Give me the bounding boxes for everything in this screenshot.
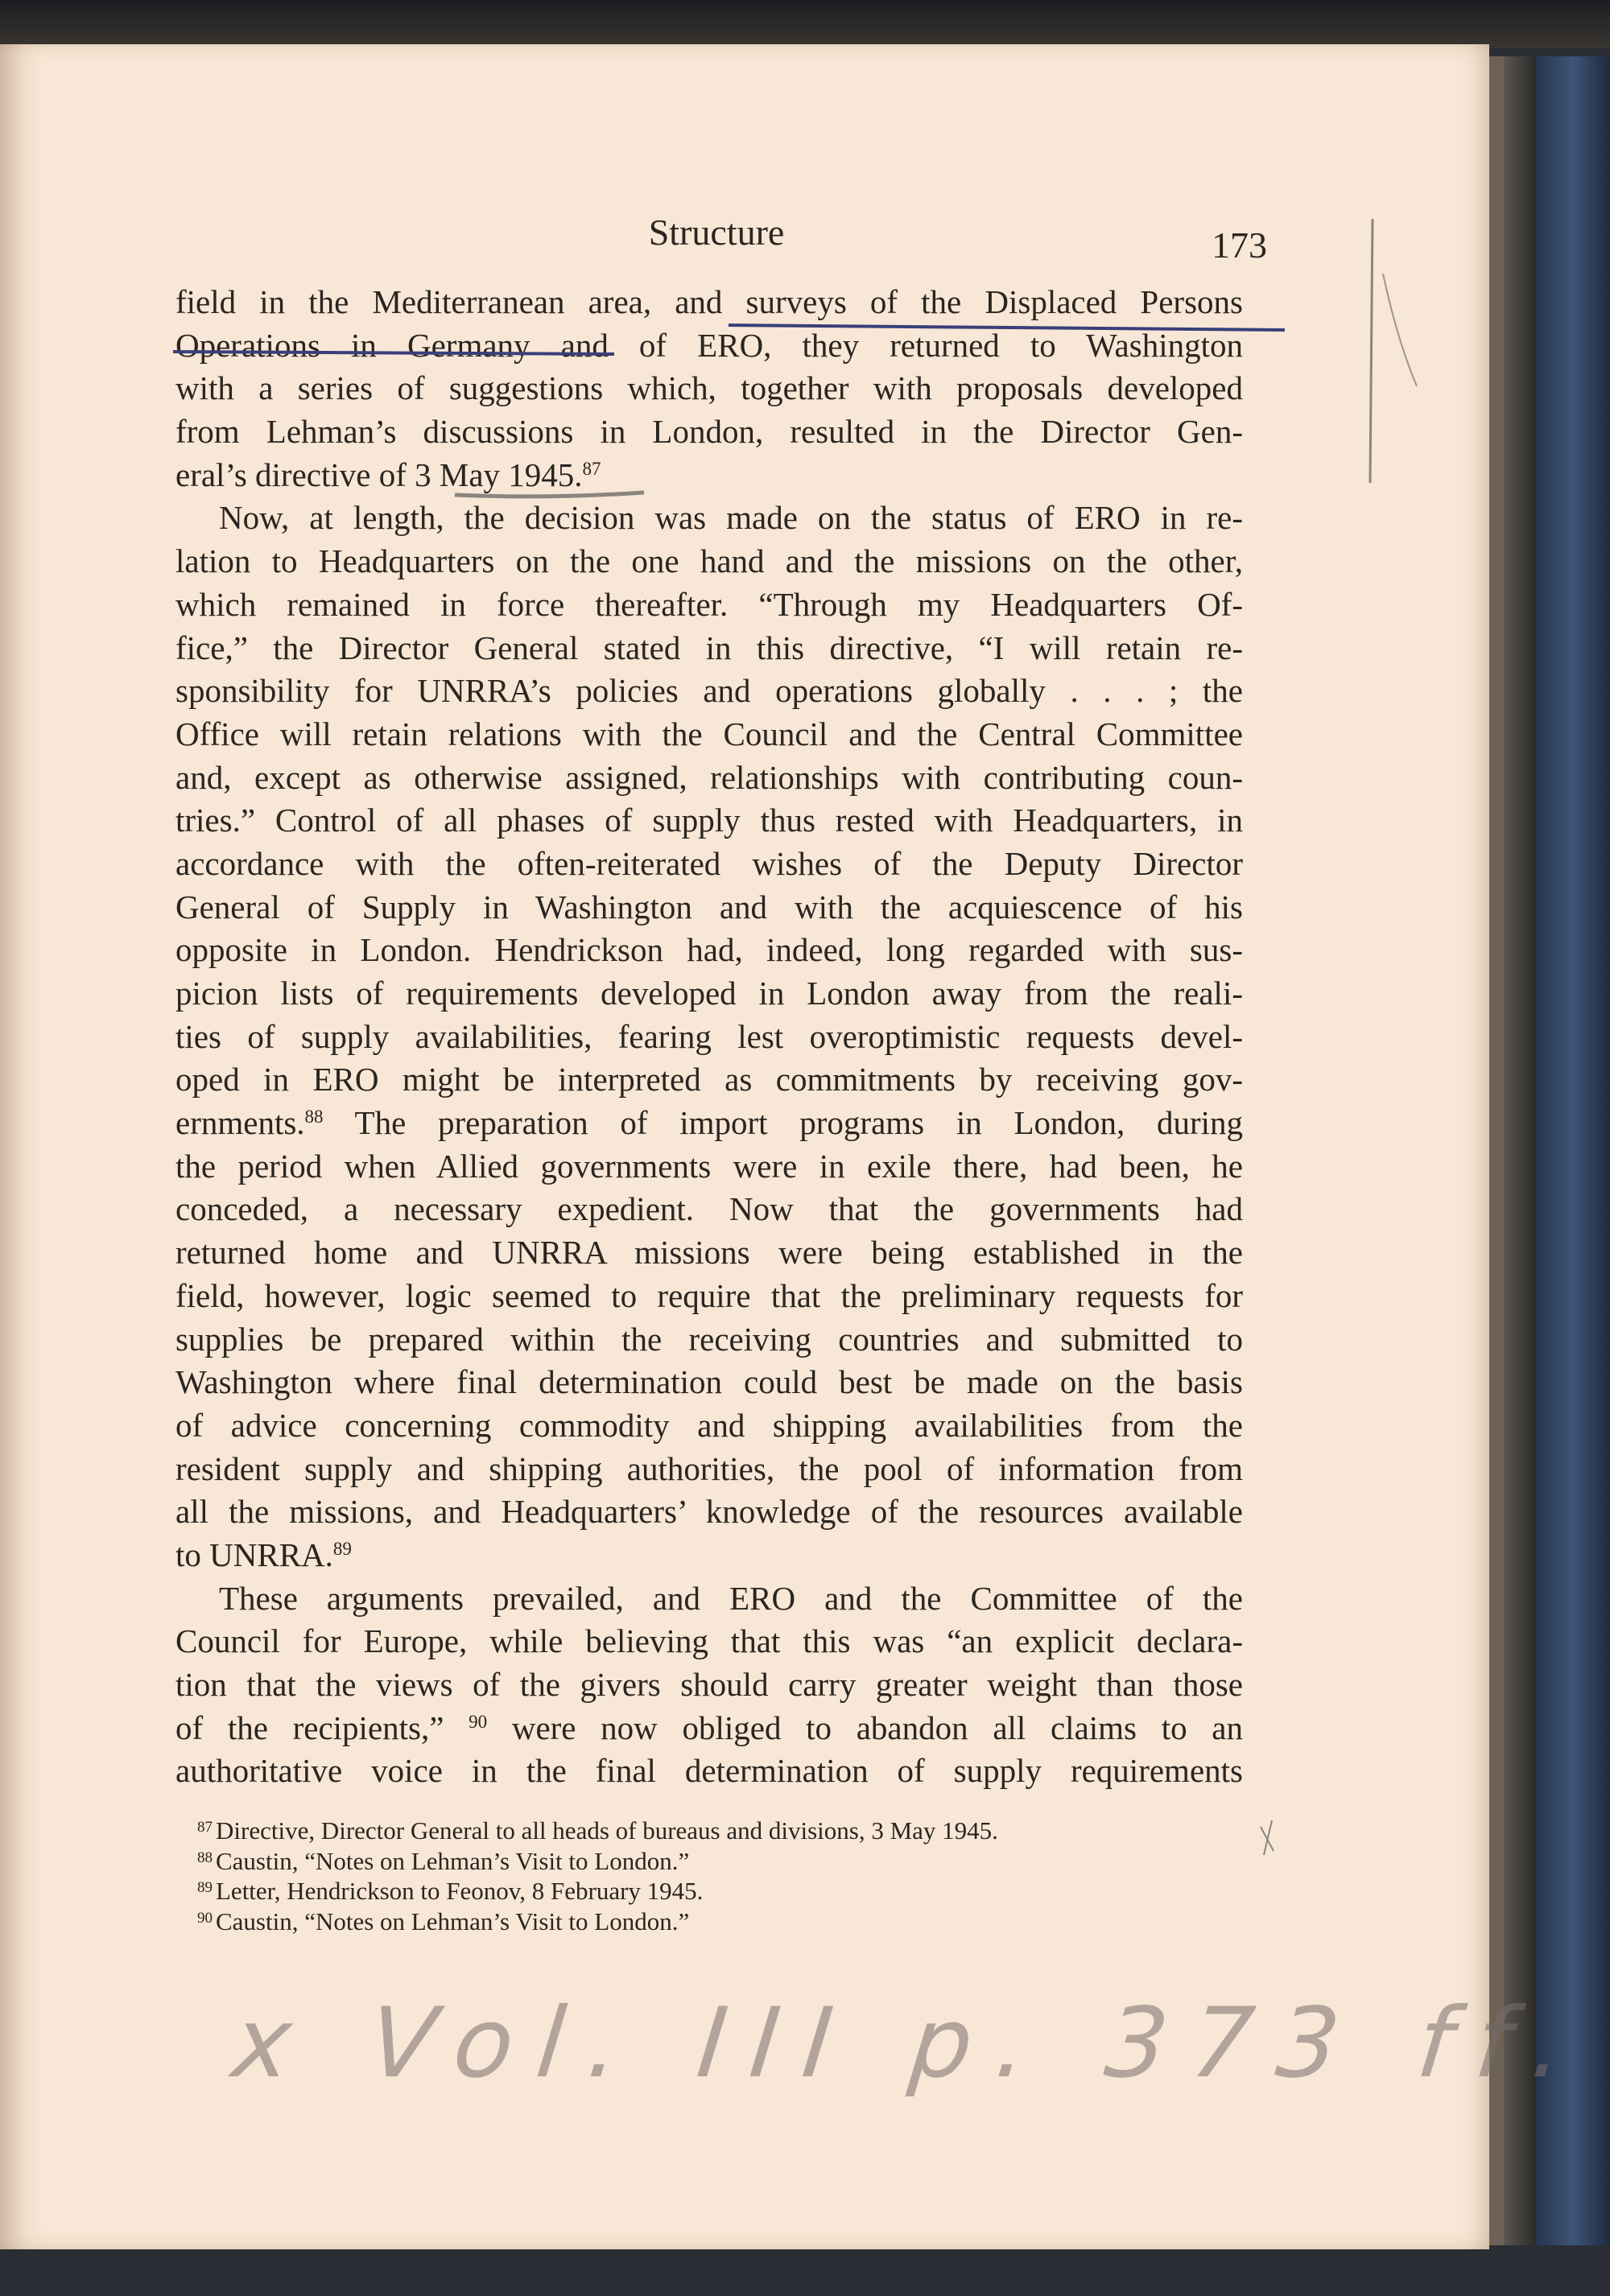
- footnote-text: Caustin, “Notes on Lehman’s Visit to London.”: [216, 1906, 690, 1935]
- line-text: from Lehman’s discussions in London, resulted in the Director Gen-: [175, 413, 1243, 451]
- body-text: [175, 281, 1243, 1793]
- running-header: Structure: [648, 212, 785, 253]
- line-text: ties of supply availabilities, fearing lest overoptimistic requests devel-: [175, 1017, 1243, 1055]
- footnote-ref: 90: [469, 1711, 488, 1732]
- line-text: supplies be prepared within the receiving countries and submitted to: [175, 1320, 1243, 1358]
- line-text: resident supply and shipping authorities, the pool of information from: [175, 1449, 1243, 1487]
- page-stack-edge: [1504, 56, 1536, 2245]
- handwritten-annotation: x Vol. III p. 373 ff.: [227, 1988, 1594, 2100]
- line-text: picion lists of requirements developed in London away from the reali-: [175, 975, 1243, 1012]
- footnote-number: 87: [197, 1819, 213, 1836]
- line-text: the period when Allied governments were in exile there, had been, he: [175, 1147, 1243, 1185]
- footnote-ref: 87: [582, 458, 601, 479]
- footnote: [197, 1906, 1244, 1937]
- scan-top-edge: [0, 0, 1610, 48]
- text-line: [175, 454, 1243, 497]
- line-text: to UNRRA.: [175, 1535, 333, 1573]
- text-line: [175, 670, 1243, 713]
- text-line: [175, 1490, 1243, 1534]
- footnote: [197, 1876, 1244, 1906]
- text-line: [175, 799, 1243, 843]
- line-text: ernments.: [175, 1104, 305, 1142]
- line-text: Council for Europe, while believing that this was “an explicit declara-: [175, 1622, 1243, 1660]
- line-text: eral’s directive of 3 May 1945.: [175, 455, 583, 493]
- text-line: [175, 886, 1243, 930]
- text-line: [175, 843, 1243, 886]
- line-text: all the missions, and Headquarters’ knowledge of the resources available: [175, 1493, 1243, 1531]
- text-line: [175, 540, 1243, 583]
- line-text: of advice concerning commodity and shipping availabilities from the: [175, 1406, 1243, 1444]
- line-text: Now, at length, the decision was made on the status of ERO in re-: [219, 499, 1243, 537]
- text-line: [175, 1577, 1243, 1621]
- text-line: [175, 1145, 1243, 1189]
- footnote-ref: 88: [304, 1107, 324, 1127]
- text-line: [175, 497, 1243, 540]
- line-text: tion that the views of the givers should carry greater weight than those: [175, 1666, 1243, 1703]
- text-line: [175, 324, 1243, 368]
- page-stack-edge: [1489, 56, 1504, 2245]
- text-line: [175, 1663, 1243, 1707]
- footnote-text: Directive, Director General to all heads of bureaus and divisions, 3 May 1945.: [216, 1816, 998, 1845]
- text-line: [175, 1750, 1243, 1793]
- footnote-text: Caustin, “Notes on Lehman’s Visit to London.”: [216, 1846, 690, 1875]
- line-text: authoritative voice in the final determination of supply requirements: [175, 1752, 1243, 1790]
- text-line: [175, 1275, 1243, 1318]
- line-text: General of Supply in Washington and with the acquiescence of his: [175, 888, 1243, 925]
- footnote-text: Letter, Hendrickson to Feonov, 8 February 1945.: [216, 1877, 704, 1905]
- text-line: [175, 1231, 1243, 1275]
- line-text: conceded, a necessary expedient. Now that the governments had: [175, 1190, 1243, 1228]
- text-line: [175, 972, 1243, 1016]
- text-line: [175, 1016, 1243, 1059]
- text-line: [175, 1707, 1243, 1750]
- text-line: [175, 756, 1243, 800]
- line-text: with a series of suggestions which, together with proposals developed: [175, 369, 1243, 407]
- footnote-ref: 89: [332, 1538, 352, 1559]
- text-line: [175, 1448, 1243, 1491]
- line-text: opposite in London. Hendrickson had, indeed, long regarded with sus-: [175, 931, 1243, 969]
- text-line: [175, 1188, 1243, 1231]
- text-line: [175, 367, 1243, 410]
- text-line: [175, 1404, 1243, 1448]
- line-text: The preparation of import programs in London, during: [323, 1104, 1243, 1142]
- line-text: Office will retain relations with the Council and the Central Committee: [175, 715, 1243, 752]
- line-text: Washington where final determination could best be made on the basis: [175, 1363, 1243, 1401]
- line-text: of the recipients,”: [175, 1709, 469, 1746]
- page-number: 173: [1212, 225, 1267, 266]
- line-text: lation to Headquarters on the one hand and the missions on the other,: [175, 542, 1243, 580]
- text-line: [175, 713, 1243, 756]
- line-text: sponsibility for UNRRA’s policies and operations globally . . . ; the: [175, 672, 1243, 710]
- text-line: [175, 583, 1243, 627]
- line-text: oped in ERO might be interpreted as commitments by receiving gov-: [175, 1061, 1243, 1099]
- line-text: returned home and UNRRA missions were being established in the: [175, 1234, 1243, 1272]
- text-line: [175, 1318, 1243, 1362]
- line-text: Operations in Germany and of ERO, they returned to Washington: [175, 326, 1243, 364]
- footnote: [197, 1816, 1244, 1846]
- line-text: were now obliged to abandon all claims to an: [487, 1709, 1243, 1746]
- line-text: These arguments prevailed, and ERO and the Committee of the: [219, 1579, 1243, 1617]
- line-text: field, however, logic seemed to require that the preliminary requests for: [175, 1276, 1243, 1314]
- text-line: [175, 1620, 1243, 1663]
- line-text: accordance with the often-reiterated wishes of the Deputy Director: [175, 844, 1243, 882]
- line-text: fice,” the Director General stated in this directive, “I will retain re-: [175, 629, 1243, 666]
- text-line: [175, 1102, 1243, 1145]
- footnote-number: 90: [197, 1909, 213, 1927]
- line-text: which remained in force thereafter. “Through my Headquarters Of-: [175, 585, 1243, 623]
- line-text: tries.” Control of all phases of supply thus rested with Headquarters, in: [175, 802, 1243, 839]
- text-line: [175, 929, 1243, 972]
- text-line: [175, 1361, 1243, 1404]
- text-line: [175, 627, 1243, 670]
- footnote: [197, 1846, 1244, 1877]
- text-line: [175, 281, 1243, 324]
- footnotes: [197, 1816, 1244, 1936]
- text-line: [175, 1058, 1243, 1102]
- book-cover-edge: [1536, 56, 1610, 2245]
- text-line: [175, 1534, 1243, 1577]
- text-line: [175, 410, 1243, 454]
- line-text: and, except as otherwise assigned, relationships with contributing coun-: [175, 758, 1243, 796]
- footnote-number: 89: [197, 1879, 213, 1896]
- footnote-number: 88: [197, 1849, 213, 1866]
- line-text: field in the Mediterranean area, and surveys of the Displaced Persons: [175, 283, 1243, 320]
